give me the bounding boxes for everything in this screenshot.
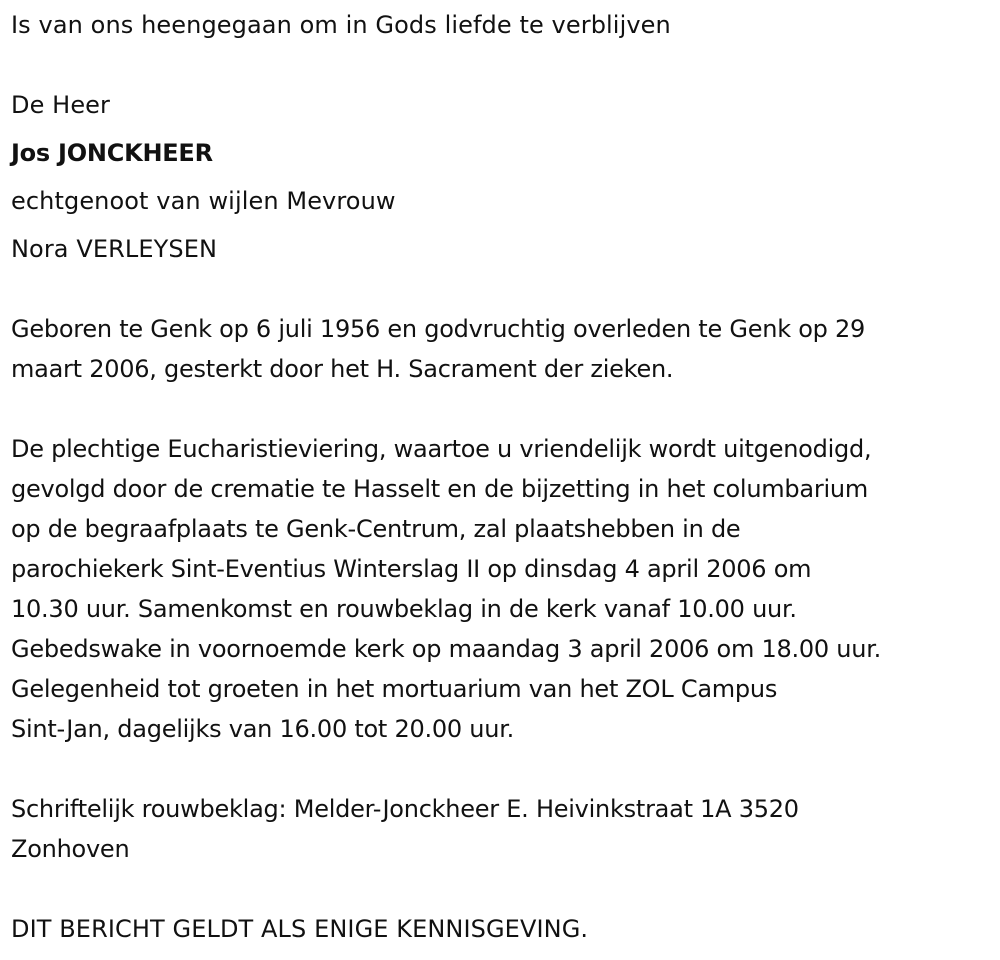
spouse-line-1: echtgenoot van wijlen Mevrouw (11, 187, 396, 215)
ceremony-line-3: op de begraafplaats te Genk-Centrum, zal plaatshebben in de (11, 515, 741, 543)
ceremony-line-4: parochiekerk Sint-Eventius Winterslag II op dinsdag 4 april 2006 om (11, 555, 812, 583)
deceased-name: Jos JONCKHEER (11, 139, 213, 167)
spouse-line-2: Nora VERLEYSEN (11, 235, 218, 263)
condolence-line-2: Zonhoven (11, 835, 130, 863)
ceremony-line-2: gevolgd door de crematie te Hasselt en de bijzetting in het columbarium (11, 475, 868, 503)
ceremony-line-8: Sint-Jan, dagelijks van 16.00 tot 20.00 uur. (11, 715, 515, 743)
condolence-line-1: Schriftelijk rouwbeklag: Melder-Jonckheer E. Heivinkstraat 1A 3520 (11, 795, 799, 823)
birth-death-line-2: maart 2006, gesterkt door het H. Sacrament der zieken. (11, 355, 674, 383)
ceremony-line-6: Gebedswake in voornoemde kerk op maandag 3 april 2006 om 18.00 uur. (11, 635, 881, 663)
ceremony-line-7: Gelegenheid tot groeten in het mortuarium van het ZOL Campus (11, 675, 778, 703)
birth-death-line-1: Geboren te Genk op 6 juli 1956 en godvruchtig overleden te Genk op 29 (11, 315, 866, 343)
closing-line: DIT BERICHT GELDT ALS ENIGE KENNISGEVING. (11, 915, 589, 943)
ceremony-line-5: 10.30 uur. Samenkomst en rouwbeklag in de kerk vanaf 10.00 uur. (11, 595, 797, 623)
ceremony-line-1: De plechtige Eucharistieviering, waartoe u vriendelijk wordt uitgenodigd, (11, 435, 872, 463)
salutation: De Heer (11, 91, 111, 119)
intro-line: Is van ons heengegaan om in Gods liefde te verblijven (11, 11, 671, 39)
